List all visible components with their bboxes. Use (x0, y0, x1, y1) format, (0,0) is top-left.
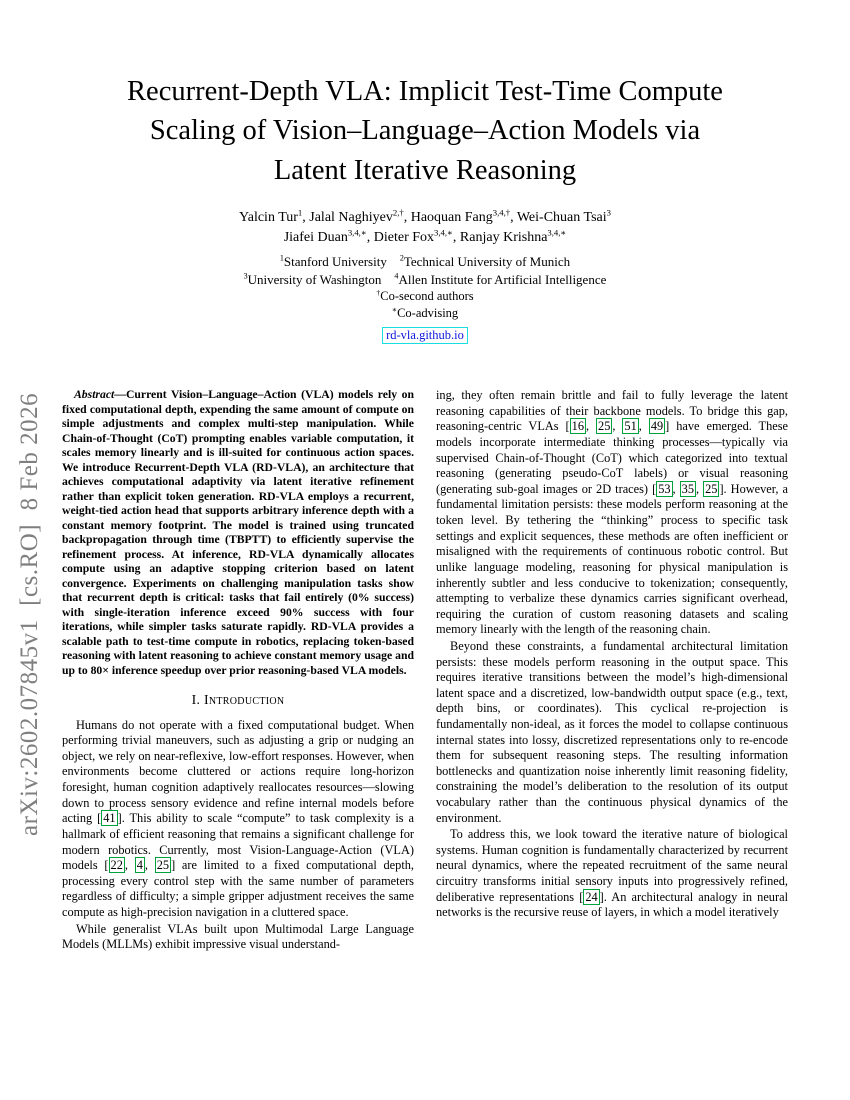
paper-title (0, 72, 850, 190)
citation-link[interactable]: 25 (598, 419, 611, 434)
title-line: Recurrent-Depth VLA: Implicit Test-Time Compute (127, 76, 723, 107)
citation-link[interactable]: 53 (658, 481, 671, 496)
superscript-marker: 3,4,∗ (547, 227, 567, 238)
affiliation-line: $^1$Stanford University $^2$Technical University of Munich (279, 253, 571, 269)
abstract-paragraph: Abstract—Current Vision–Language–Action (VLA) models rely on fixed computational depth, expending the same amount of compute on simple adjustments and complex multi-step manipulation. While Chain-of-Thought (CoT) prompting enables variable computation, it scales memory linearly and is ill-suited for continuous action spaces. We introduce Recurrent-Depth VLA (RD-VLA), an architecture that achieves computational adaptivity via latent iterative refinement rather than explicit token generation. RD-VLA employs a recurrent, weight-tied action head that supports arbitrary inference depth with a constant memory footprint. The model is trained using truncated backpropagation through time (TBPTT) to efficiently supervise the refinement process. At inference, RD-VLA dynamically allocates compute using an adaptive stopping criterion based on latent convergence. Experiments on challenging manipulation tasks show that recurrent depth is critical: tasks that fail entirely (0% success) with single-iteration inference exceed 90% success with four iterations, while simpler tasks saturate rapidly. RD-VLA provides a scalable path to test-time compute in robotics, replacing token-based reasoning with latent reasoning to achieve constant memory usage and up to 80× inference speedup over prior reasoning-based VLA models. (62, 388, 414, 677)
right-column (436, 388, 788, 953)
two-column-body (0, 388, 850, 953)
project-link[interactable]: rd-vla.github.io (382, 327, 468, 344)
superscript-marker: 4 (394, 271, 399, 281)
citation-link[interactable]: 16 (571, 419, 584, 434)
superscript-marker: 3,4,∗ (434, 227, 453, 238)
citation-link[interactable]: 51 (624, 419, 637, 434)
section-heading-introduction: I. Introduction (191, 692, 285, 708)
co-advising-note: ∗Co-advising (391, 305, 459, 321)
citation-link[interactable]: 24 (585, 889, 598, 904)
citation-link[interactable]: 25 (705, 481, 718, 496)
intro-paragraph-2: While generalist VLAs built upon Multimodal Large Language Models (MLLMs) exhibit impressive visual understand- (62, 921, 414, 952)
paper-header (0, 0, 850, 344)
citation-link[interactable]: 25 (156, 858, 170, 873)
affiliation-line: $^3$University of Washington $^4$Allen Institute for Artificial Intelligence (243, 271, 607, 287)
author-list (0, 208, 850, 249)
superscript-marker: 1 (279, 253, 284, 263)
title-line: Scaling of Vision–Language–Action Models via (149, 115, 701, 147)
title-line: Latent Iterative Reasoning (273, 154, 577, 186)
intro-paragraph-1: Humans do not operate with a fixed computational budget. When performing trivial maneuvers, such as adjusting a grip or nudging an object, we rely on near-reflexive, low-effort responses. However, when environments become cluttered or actions require long-horizon foresight, human cognition adaptively reallocates resources—slowing down to process sensory evidence and refine internal models before acting [ 41 ]. This ability to scale “compute” to task complexity is a hallmark of efficient reasoning that remains a significant challenge for modern robotics. Currently, most Vision-Language-Action (VLA) models [ 22 , 4 , 25 ] are limited to a fixed computational depth, processing every control step with the same number of parameters regardless of difficulty; a simple gripper adjustment receives the same compute as high-precision navigation in a cluttered space. (62, 717, 415, 919)
superscript-marker: 3 (606, 207, 611, 218)
superscript-marker: 2 (399, 253, 404, 263)
co-second-authors-note: †Co-second authors (376, 288, 474, 304)
citation-link[interactable]: 41 (103, 811, 116, 826)
intro-paragraph-2-continued: ing, they often remain brittle and fail to fully leverage the latent reasoning capabilities of their backbone models. To bridge this gap, reasoning-centric VLAs [ 16 , 25 , 51 , 49 ] have emerged. These models incorporate intermediate thinking processes—typically via supervised Chain-of-Thought (CoT) which categorized into textual reasoning (generating pseudo-CoT labels) or visual reasoning (generating sub-goal images or 2D traces) [ 53 , 35 , 25 ]. However, a fundamental limitation persists: these models perform reasoning at the token level. By tethering the “thinking” process to specific task settings and explicit sequences, these methods are often inefficient or misaligned with the requirements of continuous robotic control. But unlike language modeling, reasoning for physical manipulation is inherently subtler and less conducive to tokenization; consequently, attempting to verbalize these dynamics carries significant overhead, requiring the curation of custom reasoning datasets and scaling memory linearly with the length of the reasoning chain. (436, 388, 789, 637)
affiliations (0, 253, 850, 323)
superscript-marker: ∗ (391, 305, 398, 315)
left-column (62, 388, 414, 953)
superscript-marker: 3,4,∗ (347, 227, 367, 238)
citation-link[interactable]: 49 (650, 419, 664, 434)
superscript-marker: 2,† (392, 207, 404, 218)
author-line: Jiafei Duan$^{3,4,∗}$, Dieter Fox$^{3,4,∗}$, Ranjay Krishna$^{3,4,∗}$ (283, 227, 567, 246)
superscript-marker: 1 (297, 207, 303, 218)
superscript-marker: † (376, 288, 381, 298)
citation-link[interactable]: 35 (681, 481, 694, 496)
intro-paragraph-3: Beyond these constraints, a fundamental architectural limitation persists: these models perform reasoning in the output space. This requires iterative transitions between the model’s high-dimensional latent space and a discretized, low-bandwidth output space (e.g., text, depth bins, or coordinates). This cyclical re-projection is fundamentally non-ideal, as it forces the model to collapse continuous internal states into lossy, discretized representations only to re-encode them for subsequent reasoning steps. The resulting information bottlenecks and quantization noise inherently limit reasoning fidelity, constraining the model’s deliberation to the resolution of its output vocabulary rather than the continuous physical dynamics of the environment. (436, 638, 788, 825)
superscript-marker: 3,4,† (492, 207, 511, 218)
author-line: Yalcin Tur$^1$, Jalal Naghiyev$^{2,\dagger}$, Haoquan Fang$^{3,4,\dagger}$, Wei-Chuan Tsai$^3$ (239, 207, 611, 225)
italic-text: Abstract (74, 388, 115, 402)
citation-link[interactable]: 22 (110, 858, 123, 873)
superscript-marker: 3 (243, 271, 248, 281)
citation-link[interactable]: 4 (136, 858, 143, 873)
intro-paragraph-4: To address this, we look toward the iterative nature of biological systems. Human cognition is fundamentally characterized by recurrent neural dynamics, where the repeated recruitment of the same neural circuitry transforms initial sensory inputs into progressively refined, deliberative representations [ 24 ]. An architectural analogy in neural networks is the recursive reuse of layers, in which a model iteratively (436, 827, 788, 920)
arxiv-sidebar-label: arXiv:2602.07845v1 [cs.RO] 8 Feb 2026 (16, 392, 43, 836)
